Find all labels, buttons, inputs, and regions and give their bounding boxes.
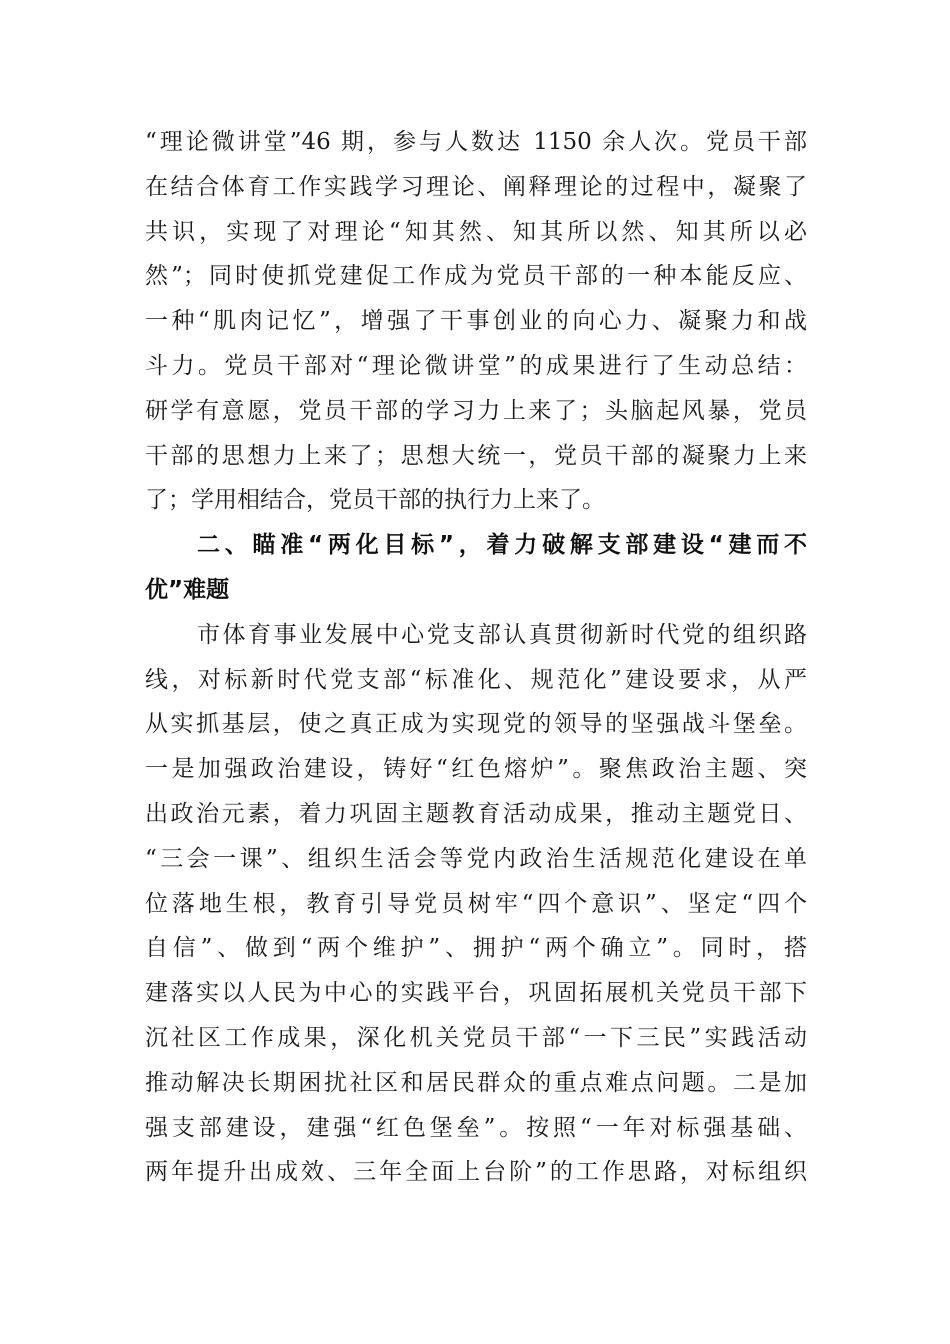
text-line: 线，对标新时代党支部“标准化、规范化”建设要求，从严: [145, 666, 807, 693]
text-line: 自信”、做到“两个维护”、拥护“两个确立”。同时，搭: [145, 935, 807, 962]
paragraph-1: [145, 120, 807, 523]
text-line: 干部的思想力上来了；思想大统一，党员干部的凝聚力上来: [145, 442, 807, 469]
document-body: [145, 120, 807, 1195]
text-line: 一是加强政治建设，铸好“红色熔炉”。聚焦政治主题、突: [145, 756, 807, 783]
text-line: 共识，实现了对理论“知其然、知其所以然、知其所以必: [145, 218, 807, 245]
text-line: 一种“肌肉记忆”，增强了干事创业的向心力、凝聚力和战: [145, 308, 807, 335]
text-line: 研学有意愿，党员干部的学习力上来了；头脑起风暴，党员: [145, 397, 807, 424]
text-line: 推动解决长期困扰社区和居民群众的重点难点问题。二是加: [145, 1069, 807, 1096]
text-line: 从实抓基层，使之真正成为实现党的领导的坚强战斗堡垒。: [145, 711, 807, 738]
text-line: 斗力。党员干部对“理论微讲堂”的成果进行了生动总结：: [145, 352, 807, 379]
section-heading: [145, 523, 807, 613]
text-line: 市体育事业发展中心党支部认真贯彻新时代党的组织路: [197, 621, 807, 648]
text-line: 强支部建设，建强“红色堡垒”。按照“一年对标强基础、: [145, 1114, 807, 1141]
text-line: 沉社区工作成果，深化机关党员干部“一下三民”实践活动: [145, 1024, 807, 1051]
text-line: 出政治元素，着力巩固主题教育活动成果，推动主题党日、: [145, 800, 807, 827]
text-line: 了；学用相结合，党员干部的执行力上来了。: [145, 487, 605, 514]
heading-line: 二、瞄准“两化目标”，着力破解支部建设“建而不: [197, 532, 807, 559]
text-line: 位落地生根，教育引导党员树牢“四个意识”、坚定“四个: [145, 890, 807, 917]
text-line: 两年提升出成效、三年全面上台阶”的工作思路，对标组织: [145, 1159, 807, 1186]
text-line: “理论微讲堂”46 期，参与人数达 1150 余人次。党员干部: [145, 129, 807, 155]
paragraph-2: [145, 613, 807, 1195]
text-line: 在结合体育工作实践学习理论、阐释理论的过程中，凝聚了: [145, 173, 807, 200]
text-line: 建落实以人民为中心的实践平台，巩固拓展机关党员干部下: [145, 980, 807, 1007]
heading-line: 优”难题: [145, 576, 230, 603]
text-line: 然”；同时使抓党建促工作成为党员干部的一种本能反应、: [145, 263, 807, 290]
text-line: “三会一课”、组织生活会等党内政治生活规范化建设在单: [145, 845, 807, 872]
